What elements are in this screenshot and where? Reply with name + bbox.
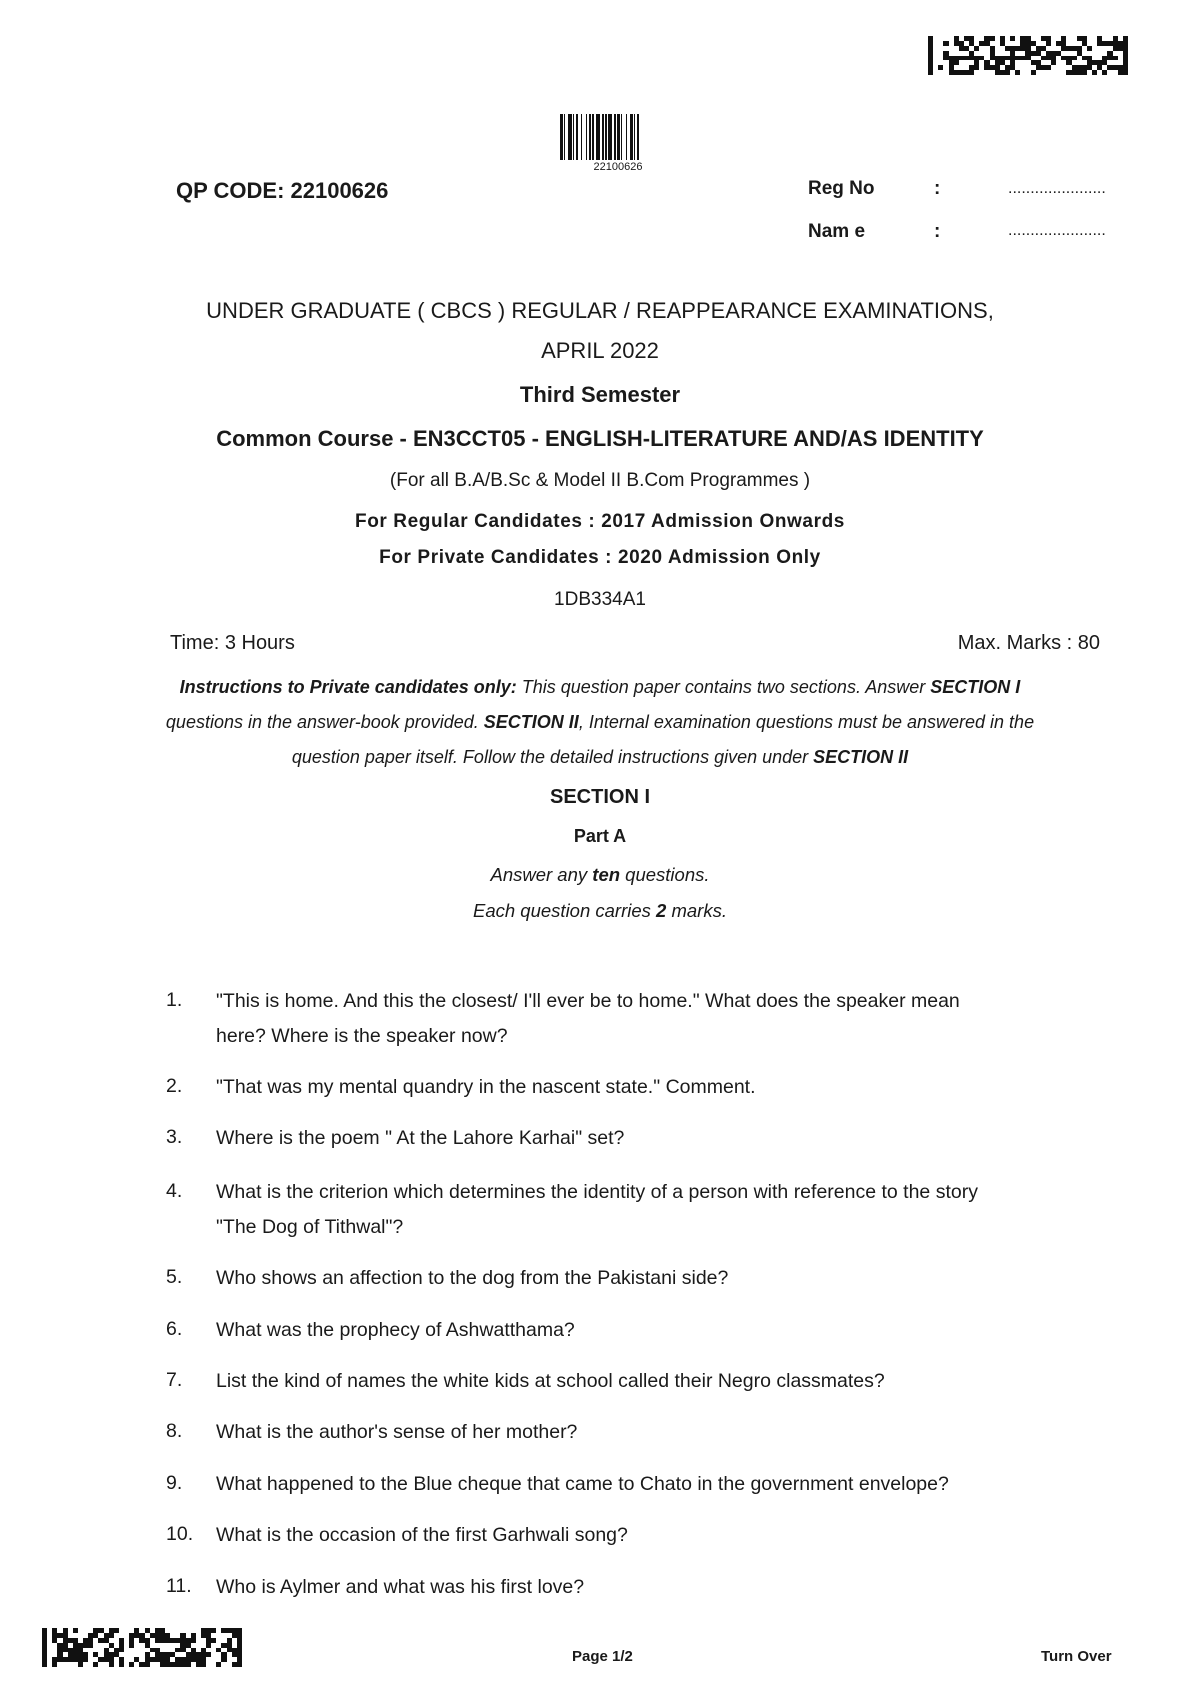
- reg-no-label: Reg No: [808, 178, 875, 199]
- question-number: 3.: [166, 1126, 183, 1148]
- question-text: [216, 1415, 1096, 1450]
- barcode-number: 22100626: [593, 161, 643, 173]
- instructions: [100, 670, 1100, 775]
- question-line: here? Where is the speaker now?: [216, 1025, 508, 1047]
- semester: Third Semester: [519, 382, 681, 407]
- question-text: [216, 1364, 1096, 1399]
- name-field[interactable]: ......................: [1008, 222, 1106, 239]
- question-text: [216, 1175, 1096, 1245]
- question-line: What was the prophecy of Ashwatthama?: [216, 1319, 575, 1341]
- page-number: Page 1/2: [572, 1648, 633, 1665]
- question-line: What is the author's sense of her mother?: [216, 1421, 578, 1443]
- max-marks: Max. Marks : 80: [957, 632, 1100, 654]
- time-allowed: Time: 3 Hours: [170, 632, 295, 654]
- question-number: 6.: [166, 1318, 183, 1340]
- qp-code: QP CODE: 22100626: [176, 178, 389, 203]
- instructions-line3: question paper itself. Follow the detailed instructions given under SECTION II: [291, 747, 909, 767]
- course-title: Common Course - EN3CCT05 - ENGLISH-LITERATURE AND/AS IDENTITY: [216, 426, 984, 451]
- question-line: "The Dog of Tithwal"?: [216, 1216, 404, 1238]
- question-line: What is the occasion of the first Garhwali song?: [216, 1524, 628, 1546]
- question-text: [216, 984, 1096, 1054]
- instructions-lead: Instructions to Private candidates only:: [179, 677, 517, 697]
- name-label: Nam e: [808, 221, 866, 242]
- question-number: 11.: [166, 1575, 192, 1597]
- barcode-cell: [242, 1662, 247, 1667]
- barcode-bar: [639, 114, 640, 160]
- regular-candidates: For Regular Candidates : 2017 Admission Onwards: [355, 511, 845, 532]
- exam-title-line2: APRIL 2022: [541, 338, 659, 363]
- question-text: [216, 1467, 1096, 1502]
- question-line: What is the criterion which determines the identity of a person with reference to the story: [216, 1181, 978, 1203]
- question-text: [216, 1070, 1096, 1105]
- part-title: Part A: [573, 826, 627, 846]
- turn-over: Turn Over: [1041, 1648, 1112, 1665]
- qp-code-barcode: [560, 114, 676, 160]
- question-line: Where is the poem " At the Lahore Karhai" set?: [216, 1127, 625, 1149]
- question-text: [216, 1261, 1096, 1296]
- question-text: [216, 1518, 1096, 1553]
- question-number: 4.: [166, 1180, 183, 1202]
- paper-code: 1DB334A1: [554, 589, 646, 610]
- question-line: Who shows an affection to the dog from the Pakistani side?: [216, 1267, 729, 1289]
- name-colon: :: [934, 221, 941, 242]
- question-number: 1.: [166, 989, 183, 1011]
- top-right-barcode: [928, 36, 1133, 75]
- instructions-line2: questions in the answer-book provided. SECTION II, Internal examination questions must be answered in the: [165, 712, 1035, 732]
- question-text: [216, 1121, 1096, 1156]
- question-number: 2.: [166, 1075, 183, 1097]
- section-title: SECTION I: [549, 786, 650, 808]
- marks-instruction: Each question carries 2 marks.: [473, 900, 727, 921]
- exam-title-line1: UNDER GRADUATE ( CBCS ) REGULAR / REAPPEARANCE EXAMINATIONS,: [206, 298, 994, 323]
- question-line: What happened to the Blue cheque that came to Chato in the government envelope?: [216, 1473, 949, 1495]
- question-line: "That was my mental quandry in the nascent state." Comment.: [216, 1076, 756, 1098]
- question-line: Who is Aylmer and what was his first love?: [216, 1576, 585, 1598]
- question-line: "This is home. And this the closest/ I'll ever be to home." What does the speaker mean: [216, 990, 960, 1012]
- question-text: [216, 1313, 1096, 1348]
- reg-no-field[interactable]: ......................: [1008, 180, 1106, 197]
- question-number: 5.: [166, 1266, 183, 1288]
- question-number: 7.: [166, 1369, 183, 1391]
- programmes: (For all B.A/B.Sc & Model II B.Com Programmes ): [389, 470, 811, 491]
- question-line: List the kind of names the white kids at school called their Negro classmates?: [216, 1370, 885, 1392]
- question-number: 8.: [166, 1420, 183, 1442]
- answer-instruction: Answer any ten questions.: [490, 864, 710, 885]
- bottom-left-barcode: [42, 1628, 247, 1667]
- instructions-line1: Instructions to Private candidates only: This question paper contains two sections. Answer SECTION I: [179, 677, 1021, 697]
- question-text: [216, 1570, 1096, 1605]
- question-number: 9.: [166, 1472, 183, 1494]
- reg-no-colon: :: [934, 178, 941, 199]
- private-candidates: For Private Candidates : 2020 Admission Only: [379, 547, 821, 568]
- question-number: 10.: [166, 1523, 194, 1545]
- barcode-cell: [1128, 70, 1133, 75]
